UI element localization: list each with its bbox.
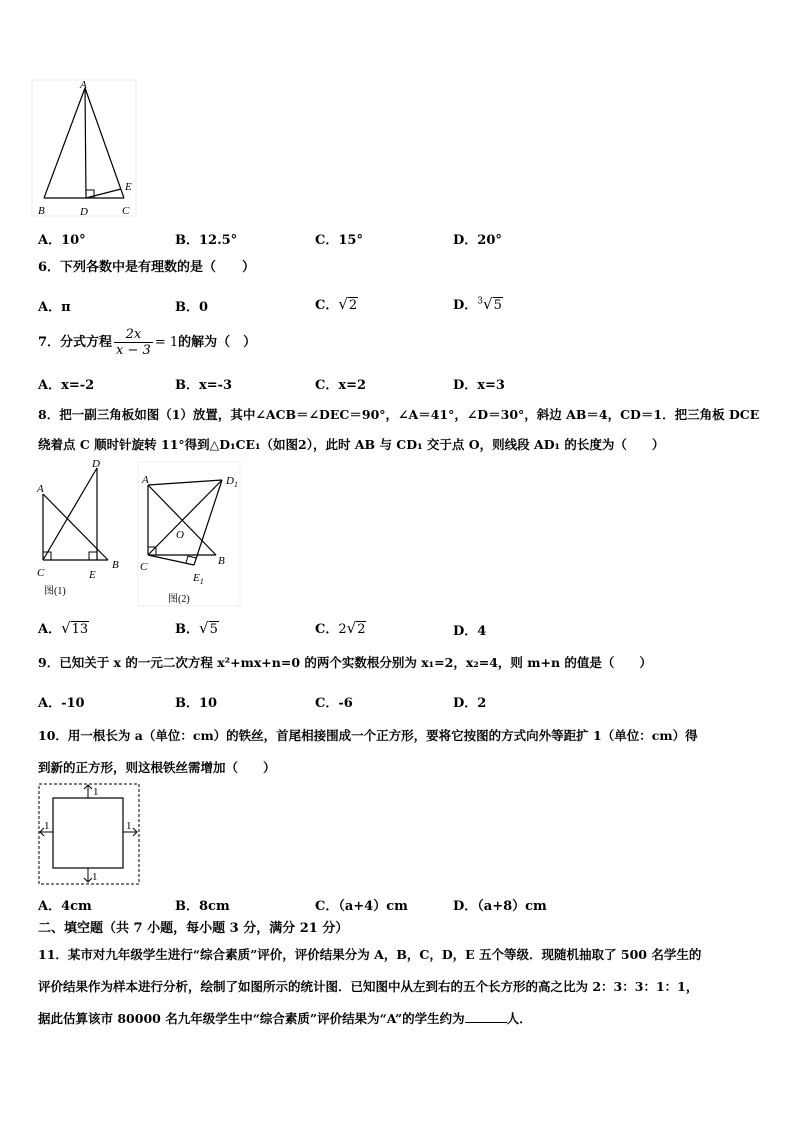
fig2-label-b: B [218,555,225,567]
q10-square-figure [37,782,141,886]
q11-line-3-pre: 据此估算该市 80000 名九年级学生中“综合素质”评价结果为“A”的学生约为 [38,1011,465,1026]
q8-option-d[interactable]: D．4 [453,624,487,639]
q8-figure-1 [34,458,128,604]
q7-fraction [114,327,153,358]
cbrt-5: $^3$√5 [477,295,502,313]
q8-line-2: 绕着点 C 顺时针旋转 11°得到△D₁CE₁（如图2），此时 AB 与 CD₁ 交于点 O，则线段 AD₁ 的长度为（ ） [38,437,665,452]
q8-b-radicand: 5 [209,622,218,637]
q6-option-c-prefix: C． [315,298,339,313]
fig1-label-e: E [89,569,96,581]
q5-option-a[interactable]: A．10° [38,233,86,248]
q10-line-2: 到新的正方形，则这根铁丝需增加（ ） [38,760,276,775]
fig1-caption: 图(1) [44,586,66,597]
q7-option-c[interactable]: C．x=2 [315,378,367,393]
q5-triangle-figure [30,78,140,220]
fig1-label-d: D [92,458,100,470]
q8-a-radicand: 13 [71,622,89,637]
fig2-label-c: C [140,561,148,573]
q8-option-c[interactable] [315,618,366,637]
answer-blank[interactable] [465,1022,507,1023]
q7-suffix: 的解为（ ） [178,335,257,350]
q10-label-left: 1 [44,820,50,832]
q10-option-d[interactable]: D．（a+8）cm [453,899,547,914]
q9-option-d[interactable]: D．2 [453,696,487,711]
q6-option-b[interactable]: B．0 [175,300,209,315]
fig1-label-a: A [37,483,44,495]
q8-a-prefix: A． [38,622,62,637]
fig2-label-e1 [192,572,204,586]
q10-option-c[interactable]: C．（a+4）cm [315,899,408,914]
q8-figure-2 [136,460,244,610]
fig2-label-e: E [193,572,200,584]
q8-c-coef: 2 [338,622,347,637]
q7-numerator: 2x [114,327,153,343]
q6-c-radicand: 2 [348,298,358,313]
sqrt-2: √2 [346,619,366,637]
q5-option-d[interactable]: D．20° [453,233,502,248]
q5-option-c[interactable]: C．15° [315,233,363,248]
label-b: B [38,205,45,217]
q6-stem: 6．下列各数中是有理数的是（ ） [38,260,256,275]
q8-line-1: 8．把一副三角板如图（1）放置，其中∠ACB＝∠DEC＝90°，∠A＝41°，∠D＝30°，斜边 AB＝4，CD＝1．把三角板 DCE [38,407,760,422]
fig2-label-d-sub: 1 [233,480,238,489]
fig2-label-o: O [176,529,184,541]
label-e: E [125,181,132,193]
q8-c-prefix: C． [315,622,339,637]
q9-option-c[interactable]: C．-6 [315,696,353,711]
q8-c-radicand: 2 [357,622,366,637]
sqrt-2: √2 [338,295,358,313]
label-c: C [122,205,130,217]
q11-line-3 [38,1011,532,1027]
label-a: A [80,79,87,91]
q11-line-3-post: 人． [506,1011,532,1026]
fig2-caption: 图(2) [168,594,190,605]
q7-rhs: = 1 [154,335,179,350]
q6-d-index: 3 [477,296,484,307]
q7-denominator: x − 3 [116,343,151,358]
q7-option-d[interactable]: D．x=3 [453,378,505,393]
fig2-label-a: A [142,474,149,486]
q10-option-a[interactable]: A．4cm [38,899,92,914]
q11-line-1: 11．某市对九年级学生进行“综合素质”评价，评价结果分为 A，B，C，D，E 五个等级．现随机抽取了 500 名学生的 [38,947,702,962]
q10-label-top: 1 [93,786,99,798]
section-heading: 二、填空题（共 7 小题，每小题 3 分，满分 21 分） [38,921,349,936]
q7-option-b[interactable]: B．x=-3 [175,378,233,393]
q8-b-prefix: B． [175,622,199,637]
fig2-label-d1 [225,475,238,489]
q6-option-a[interactable]: A．π [38,300,71,315]
q10-line-1: 10．用一根长为 a（单位：cm）的铁丝，首尾相接围成一个正方形，要将它按图的方式向外等距扩 1（单位：cm）得 [38,728,698,743]
q9-option-a[interactable]: A．-10 [38,696,85,711]
q7-prefix: 7．分式方程 [38,335,113,350]
q9-option-b[interactable]: B．10 [175,696,218,711]
q7-option-a[interactable]: A．x=-2 [38,378,95,393]
q6-option-d[interactable] [453,294,503,313]
q8-option-a[interactable] [38,618,89,637]
q6-d-radicand: 5 [493,298,502,313]
fig2-label-e-sub: 1 [199,577,204,586]
q10-label-right: 1 [126,820,132,832]
q6-option-c[interactable] [315,294,358,313]
sqrt-5: √5 [199,619,218,637]
fig1-label-c: C [37,567,45,579]
q5-option-b[interactable]: B．12.5° [175,233,238,248]
q11-line-2: 评价结果作为样本进行分析，绘制了如图所示的统计图．已知图中从左到右的五个长方形的高之比为 2：3：3：1：1， [38,979,699,994]
q7-stem [38,327,256,358]
sqrt-13: √13 [61,619,89,637]
q10-option-b[interactable]: B．8cm [175,899,230,914]
q10-label-bottom: 1 [92,871,98,883]
q9-stem: 9．已知关于 x 的一元二次方程 x²+mx+n=0 的两个实数根分别为 x₁=2，x₂=4，则 m+n 的值是（ ） [38,655,652,670]
q8-option-b[interactable] [175,618,219,637]
fig1-label-b: B [112,559,119,571]
fig2-label-d: D [226,475,234,487]
q6-option-d-prefix: D． [453,298,478,313]
label-d: D [80,206,88,218]
